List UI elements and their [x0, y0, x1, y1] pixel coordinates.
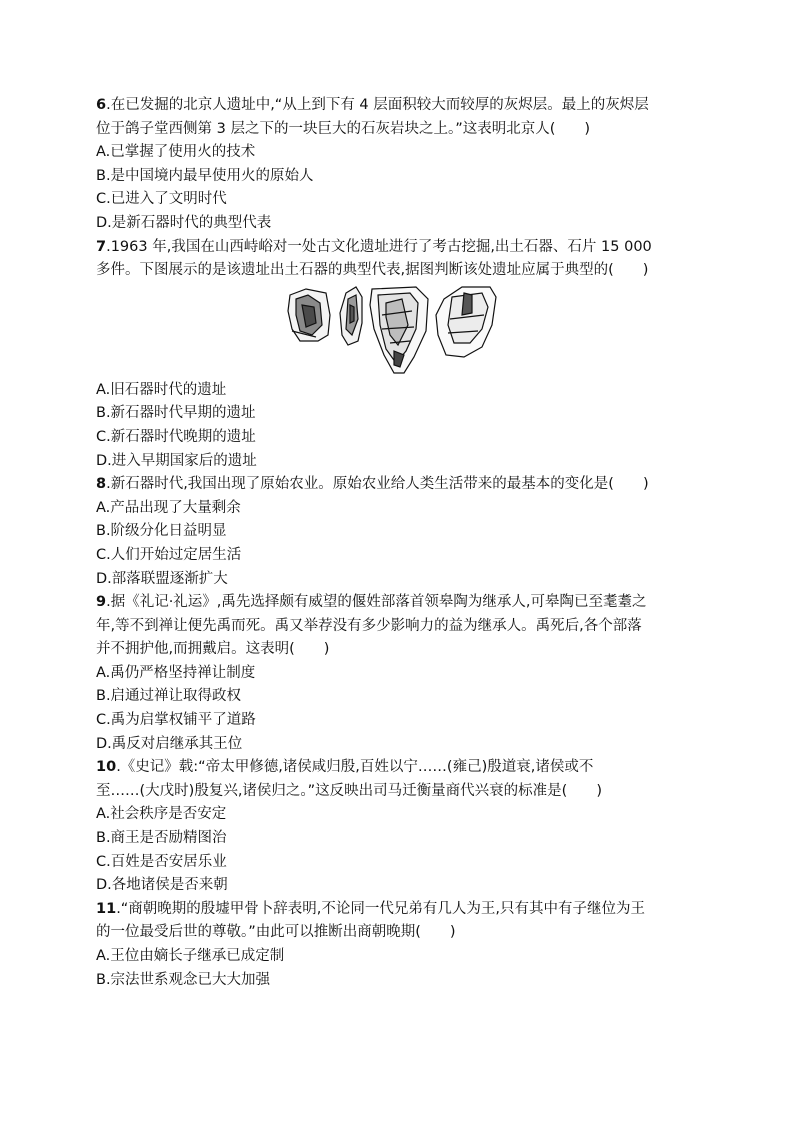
question-page — [96, 94, 706, 992]
option-b[interactable]: B.启通过禅让取得政权 — [96, 688, 242, 705]
question-number: 7 — [96, 238, 107, 255]
option-a[interactable]: A.社会秩序是否安定 — [96, 806, 227, 823]
question-number: 9 — [96, 594, 107, 611]
question-stem-line: 位于鸽子堂西侧第 3 层之下的一块巨大的石灰岩块之上。”这表明北京人( ) — [96, 120, 591, 137]
option-c[interactable]: C.新石器时代晚期的遗址 — [96, 428, 256, 445]
question-stem-line: 年,等不到禅让便先禹而死。禹又举荐没有多少影响力的益为继承人。禹死后,各个部落 — [96, 617, 642, 634]
stone-tool-2 — [340, 287, 362, 345]
option-c[interactable]: C.百姓是否安居乐业 — [96, 853, 227, 870]
option-b[interactable]: B.是中国境内最早使用火的原始人 — [96, 167, 314, 184]
question-7 — [96, 236, 706, 474]
option-b[interactable]: B.商王是否励精图治 — [96, 830, 227, 847]
option-d[interactable]: D.禹反对启继承其王位 — [96, 735, 243, 752]
option-d[interactable]: D.部落联盟逐渐扩大 — [96, 570, 228, 587]
question-stem-line: 11.“商朝晚期的殷墟甲骨卜辞表明,不论同一代兄弟有几人为王,只有其中有子继位为王 — [96, 900, 646, 917]
stone-tool-1 — [288, 289, 330, 341]
option-d[interactable]: D.是新石器时代的典型代表 — [96, 214, 272, 231]
question-stem-line: 6.在已发掘的北京人遗址中,“从上到下有 4 层面积较大而较厚的灰烬层。最上的灰烬层 — [96, 97, 649, 113]
question-stem-line: 至……(大戊时)殷复兴,诸侯归之。”这反映出司马迁衡量商代兴衰的标准是( ) — [96, 782, 602, 799]
option-a[interactable]: A.禹仍严格坚持禅让制度 — [96, 664, 256, 681]
option-a[interactable]: A.旧石器时代的遗址 — [96, 381, 227, 398]
stone-tools-figure — [96, 283, 706, 379]
option-b[interactable]: B.宗法世系观念已大大加强 — [96, 971, 271, 988]
option-b[interactable]: B.新石器时代早期的遗址 — [96, 405, 256, 422]
question-number: 6 — [96, 97, 107, 113]
question-11 — [96, 898, 706, 992]
question-10 — [96, 756, 706, 898]
stone-tool-4 — [436, 287, 496, 357]
stone-tool-3 — [370, 287, 428, 373]
option-c[interactable]: C.禹为启掌权铺平了道路 — [96, 712, 256, 729]
option-d[interactable]: D.各地诸侯是否来朝 — [96, 877, 228, 894]
question-stem-line: 7.1963 年,我国在山西峙峪对一处古文化遗址进行了考古挖掘,出土石器、石片 15 000 — [96, 238, 652, 255]
question-9 — [96, 591, 706, 756]
option-a[interactable]: A.已掌握了使用火的技术 — [96, 144, 256, 161]
question-stem-line: 8.新石器时代,我国出现了原始农业。原始农业给人类生活带来的最基本的变化是( ) — [96, 476, 649, 493]
option-c[interactable]: C.人们开始过定居生活 — [96, 546, 242, 563]
question-stem-line: 9.据《礼记·礼运》,禹先选择颇有威望的偃姓部落首领皋陶为继承人,可皋陶已至耄耋之 — [96, 594, 647, 611]
question-8 — [96, 473, 706, 591]
question-number: 8 — [96, 476, 107, 493]
question-6 — [96, 94, 706, 236]
option-c[interactable]: C.已进入了文明时代 — [96, 191, 227, 208]
stone-tools-image — [286, 285, 506, 377]
question-stem-line: 并不拥护他,而拥戴启。这表明( ) — [96, 641, 330, 658]
question-stem-line: 多件。下图展示的是该遗址出土石器的典型代表,据图判断该处遗址应属于典型的( ) — [96, 262, 649, 279]
option-d[interactable]: D.进入早期国家后的遗址 — [96, 452, 257, 469]
question-stem-line: 10.《史记》载:“帝太甲修德,诸侯咸归殷,百姓以宁……(雍己)殷道衰,诸侯或不 — [96, 759, 594, 776]
question-number: 10 — [96, 759, 117, 776]
question-number: 11 — [96, 900, 117, 917]
question-stem-line: 的一位最受后世的尊敬。”由此可以推断出商朝晚期( ) — [96, 924, 456, 941]
option-a[interactable]: A.王位由嫡长子继承已成定制 — [96, 948, 285, 964]
option-b[interactable]: B.阶级分化日益明显 — [96, 523, 227, 540]
option-a[interactable]: A.产品出现了大量剩余 — [96, 499, 241, 516]
